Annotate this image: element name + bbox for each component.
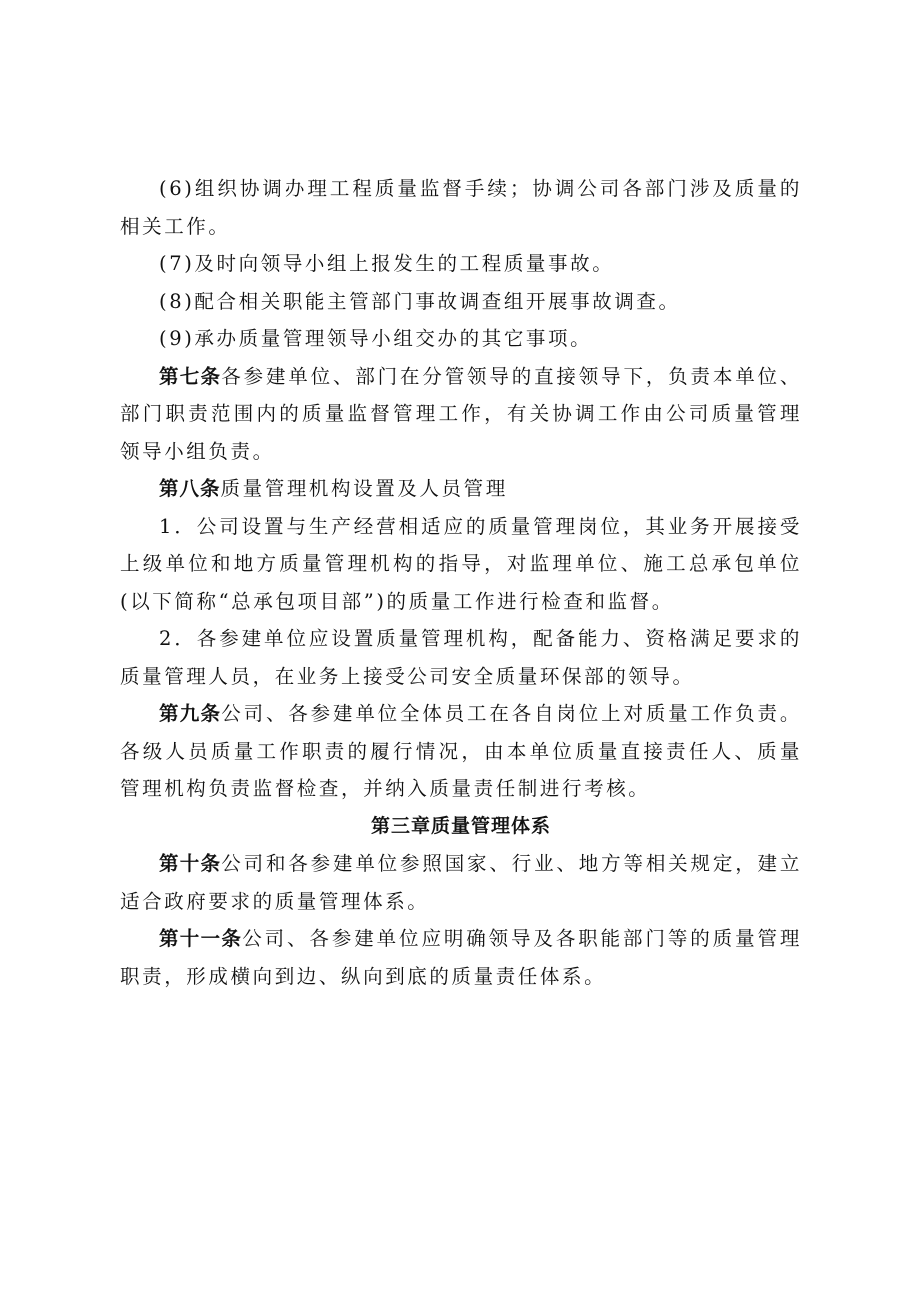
- article-11: [120, 920, 802, 995]
- paragraph-text: (6)组织协调办理工程质量监督手续；协调公司各部门涉及质量的相关工作。: [120, 177, 802, 238]
- article-10: [120, 845, 802, 920]
- article-number: 第七条: [159, 364, 222, 388]
- paragraph-text: 1．公司设置与生产经营相适应的质量管理岗位，其业务开展接受上级单位和地方质量管理机构的指导，对监理单位、施工总承包单位(以下简称“总承包项目部”)的质量工作进行检查和监督。: [120, 514, 802, 613]
- paragraph-text: 2．各参建单位应设置质量管理机构，配备能力、资格满足要求的质量管理人员，在业务上接受公司安全质量环保部的领导。: [120, 627, 802, 688]
- paragraph-item-6: [120, 170, 802, 245]
- paragraph-item-9: [120, 320, 802, 358]
- article-8-clause-2: [120, 620, 802, 695]
- document-page: [120, 170, 802, 995]
- article-text: 各参建单位、部门在分管领导的直接领导下，负责本单位、部门职责范围内的质量监督管理工作，有关协调工作由公司质量管理领导小组负责。: [120, 364, 802, 463]
- article-7: [120, 358, 802, 471]
- article-number: 第十一条: [159, 927, 243, 950]
- chapter-title: 第三章质量管理体系: [370, 814, 551, 837]
- article-8: [120, 470, 802, 508]
- article-text: 公司、各参建单位应明确领导及各职能部门等的质量管理职责，形成横向到边、纵向到底的质量责任体系。: [120, 927, 802, 988]
- article-number: 第十条: [159, 852, 222, 875]
- paragraph-text: (7)及时向领导小组上报发生的工程质量事故。: [159, 252, 615, 275]
- article-text: 质量管理机构设置及人员管理: [220, 477, 508, 500]
- article-number: 第八条: [159, 477, 221, 500]
- article-8-clause-1: [120, 508, 802, 621]
- article-9: [120, 695, 802, 808]
- article-text: 公司、各参建单位全体员工在各自岗位上对质量工作负责。各级人员质量工作职责的履行情况，由本单位质量直接责任人、质量管理机构负责监督检查，并纳入质量责任制进行考核。: [120, 702, 802, 800]
- article-text: 公司和各参建单位参照国家、行业、地方等相关规定，建立适合政府要求的质量管理体系。: [120, 852, 802, 913]
- article-number: 第九条: [159, 702, 222, 725]
- paragraph-item-8: [120, 283, 802, 321]
- paragraph-item-7: [120, 245, 802, 283]
- paragraph-text: (9)承办质量管理领导小组交办的其它事项。: [159, 327, 593, 350]
- paragraph-text: (8)配合相关职能主管部门事故调查组开展事故调查。: [159, 289, 681, 313]
